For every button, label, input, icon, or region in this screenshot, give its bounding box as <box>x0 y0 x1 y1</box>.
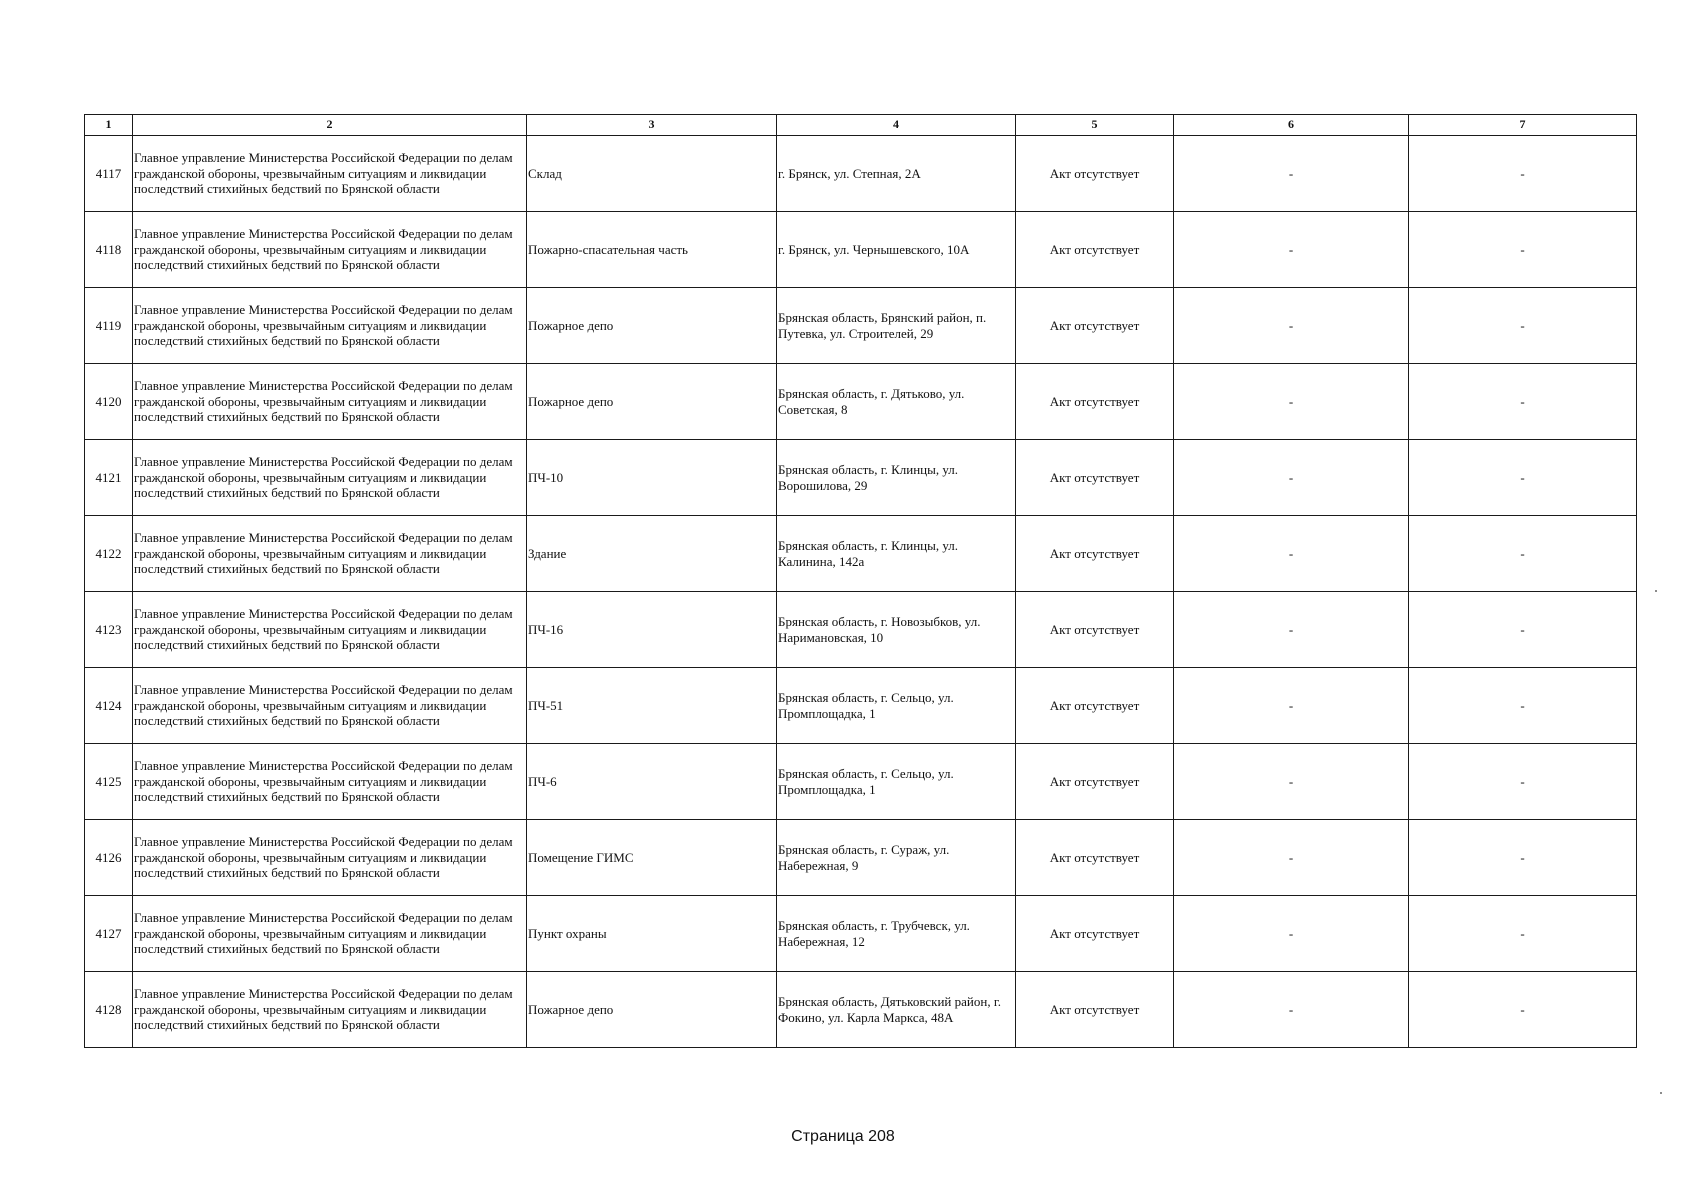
column-6-cell: - <box>1174 896 1409 972</box>
organization-cell: Главное управление Министерства Российской Федерации по делам гражданской обороны, чрезвычайным ситуациям и ликвидации последствий стихийных бедствий по Брянской области <box>133 212 527 288</box>
column-header-5: 5 <box>1016 115 1174 136</box>
column-6-cell: - <box>1174 820 1409 896</box>
column-6-cell: - <box>1174 440 1409 516</box>
column-7-cell: - <box>1409 440 1637 516</box>
row-number: 4123 <box>85 592 133 668</box>
table-row <box>85 516 1637 592</box>
object-type-cell: Здание <box>527 516 777 592</box>
column-7-cell: - <box>1409 668 1637 744</box>
column-7-cell: - <box>1409 212 1637 288</box>
act-status-cell: Акт отсутствует <box>1016 744 1174 820</box>
column-header-1: 1 <box>85 115 133 136</box>
column-6-cell: - <box>1174 212 1409 288</box>
object-type-cell: Склад <box>527 136 777 212</box>
row-number: 4120 <box>85 364 133 440</box>
address-cell: Брянская область, г. Трубчевск, ул. Набережная, 12 <box>777 896 1016 972</box>
column-header-4: 4 <box>777 115 1016 136</box>
column-6-cell: - <box>1174 668 1409 744</box>
column-7-cell: - <box>1409 516 1637 592</box>
address-cell: Брянская область, г. Сураж, ул. Набережная, 9 <box>777 820 1016 896</box>
object-type-cell: ПЧ-51 <box>527 668 777 744</box>
address-cell: Брянская область, Дятьковский район, г. Фокино, ул. Карла Маркса, 48А <box>777 972 1016 1048</box>
act-status-cell: Акт отсутствует <box>1016 288 1174 364</box>
page-number: Страница 208 <box>791 1128 895 1145</box>
address-cell: Брянская область, г. Клинцы, ул. Ворошилова, 29 <box>777 440 1016 516</box>
column-header-7: 7 <box>1409 115 1637 136</box>
column-7-cell: - <box>1409 136 1637 212</box>
registry-table <box>84 114 1637 1048</box>
column-7-cell: - <box>1409 820 1637 896</box>
row-number: 4127 <box>85 896 133 972</box>
row-number: 4119 <box>85 288 133 364</box>
organization-cell: Главное управление Министерства Российской Федерации по делам гражданской обороны, чрезвычайным ситуациям и ликвидации последствий стихийных бедствий по Брянской области <box>133 440 527 516</box>
table-row <box>85 972 1637 1048</box>
organization-cell: Главное управление Министерства Российской Федерации по делам гражданской обороны, чрезвычайным ситуациям и ликвидации последствий стихийных бедствий по Брянской области <box>133 820 527 896</box>
table-row <box>85 592 1637 668</box>
column-6-cell: - <box>1174 516 1409 592</box>
address-cell: г. Брянск, ул. Степная, 2А <box>777 136 1016 212</box>
act-status-cell: Акт отсутствует <box>1016 972 1174 1048</box>
act-status-cell: Акт отсутствует <box>1016 592 1174 668</box>
act-status-cell: Акт отсутствует <box>1016 136 1174 212</box>
act-status-cell: Акт отсутствует <box>1016 668 1174 744</box>
registry-sheet <box>84 114 1636 1048</box>
scan-speck <box>1660 1092 1662 1094</box>
column-6-cell: - <box>1174 972 1409 1048</box>
address-cell: Брянская область, г. Сельцо, ул. Промплощадка, 1 <box>777 668 1016 744</box>
organization-cell: Главное управление Министерства Российской Федерации по делам гражданской обороны, чрезвычайным ситуациям и ликвидации последствий стихийных бедствий по Брянской области <box>133 136 527 212</box>
table-row <box>85 440 1637 516</box>
column-7-cell: - <box>1409 592 1637 668</box>
object-type-cell: ПЧ-6 <box>527 744 777 820</box>
object-type-cell: Пожарно-спасательная часть <box>527 212 777 288</box>
column-6-cell: - <box>1174 288 1409 364</box>
organization-cell: Главное управление Министерства Российской Федерации по делам гражданской обороны, чрезвычайным ситуациям и ликвидации последствий стихийных бедствий по Брянской области <box>133 592 527 668</box>
table-row <box>85 896 1637 972</box>
table-row <box>85 288 1637 364</box>
row-number: 4122 <box>85 516 133 592</box>
table-row <box>85 820 1637 896</box>
organization-cell: Главное управление Министерства Российской Федерации по делам гражданской обороны, чрезвычайным ситуациям и ликвидации последствий стихийных бедствий по Брянской области <box>133 364 527 440</box>
object-type-cell: ПЧ-10 <box>527 440 777 516</box>
column-6-cell: - <box>1174 744 1409 820</box>
column-6-cell: - <box>1174 364 1409 440</box>
act-status-cell: Акт отсутствует <box>1016 212 1174 288</box>
address-cell: Брянская область, г. Новозыбков, ул. Наримановская, 10 <box>777 592 1016 668</box>
object-type-cell: Пожарное депо <box>527 364 777 440</box>
organization-cell: Главное управление Министерства Российской Федерации по делам гражданской обороны, чрезвычайным ситуациям и ликвидации последствий стихийных бедствий по Брянской области <box>133 896 527 972</box>
row-number: 4128 <box>85 972 133 1048</box>
act-status-cell: Акт отсутствует <box>1016 896 1174 972</box>
address-cell: Брянская область, г. Дятьково, ул. Советская, 8 <box>777 364 1016 440</box>
act-status-cell: Акт отсутствует <box>1016 516 1174 592</box>
column-header-3: 3 <box>527 115 777 136</box>
object-type-cell: Пожарное депо <box>527 288 777 364</box>
column-7-cell: - <box>1409 972 1637 1048</box>
table-row <box>85 136 1637 212</box>
address-cell: Брянская область, Брянский район, п. Путевка, ул. Строителей, 29 <box>777 288 1016 364</box>
scan-speck <box>1655 590 1657 592</box>
table-row <box>85 744 1637 820</box>
organization-cell: Главное управление Министерства Российской Федерации по делам гражданской обороны, чрезвычайным ситуациям и ликвидации последствий стихийных бедствий по Брянской области <box>133 744 527 820</box>
column-7-cell: - <box>1409 744 1637 820</box>
row-number: 4126 <box>85 820 133 896</box>
address-cell: г. Брянск, ул. Чернышевского, 10А <box>777 212 1016 288</box>
address-cell: Брянская область, г. Клинцы, ул. Калинина, 142а <box>777 516 1016 592</box>
object-type-cell: Помещение ГИМС <box>527 820 777 896</box>
object-type-cell: Пожарное депо <box>527 972 777 1048</box>
act-status-cell: Акт отсутствует <box>1016 440 1174 516</box>
table-row <box>85 212 1637 288</box>
organization-cell: Главное управление Министерства Российской Федерации по делам гражданской обороны, чрезвычайным ситуациям и ликвидации последствий стихийных бедствий по Брянской области <box>133 668 527 744</box>
act-status-cell: Акт отсутствует <box>1016 364 1174 440</box>
object-type-cell: Пункт охраны <box>527 896 777 972</box>
header-row <box>85 115 1637 136</box>
organization-cell: Главное управление Министерства Российской Федерации по делам гражданской обороны, чрезвычайным ситуациям и ликвидации последствий стихийных бедствий по Брянской области <box>133 972 527 1048</box>
column-6-cell: - <box>1174 136 1409 212</box>
column-7-cell: - <box>1409 896 1637 972</box>
organization-cell: Главное управление Министерства Российской Федерации по делам гражданской обороны, чрезвычайным ситуациям и ликвидации последствий стихийных бедствий по Брянской области <box>133 516 527 592</box>
column-header-6: 6 <box>1174 115 1409 136</box>
column-7-cell: - <box>1409 288 1637 364</box>
column-7-cell: - <box>1409 364 1637 440</box>
row-number: 4118 <box>85 212 133 288</box>
table-row <box>85 668 1637 744</box>
row-number: 4117 <box>85 136 133 212</box>
column-header-2: 2 <box>133 115 527 136</box>
organization-cell: Главное управление Министерства Российской Федерации по делам гражданской обороны, чрезвычайным ситуациям и ликвидации последствий стихийных бедствий по Брянской области <box>133 288 527 364</box>
row-number: 4125 <box>85 744 133 820</box>
row-number: 4124 <box>85 668 133 744</box>
column-6-cell: - <box>1174 592 1409 668</box>
object-type-cell: ПЧ-16 <box>527 592 777 668</box>
row-number: 4121 <box>85 440 133 516</box>
table-row <box>85 364 1637 440</box>
address-cell: Брянская область, г. Сельцо, ул. Промплощадка, 1 <box>777 744 1016 820</box>
act-status-cell: Акт отсутствует <box>1016 820 1174 896</box>
